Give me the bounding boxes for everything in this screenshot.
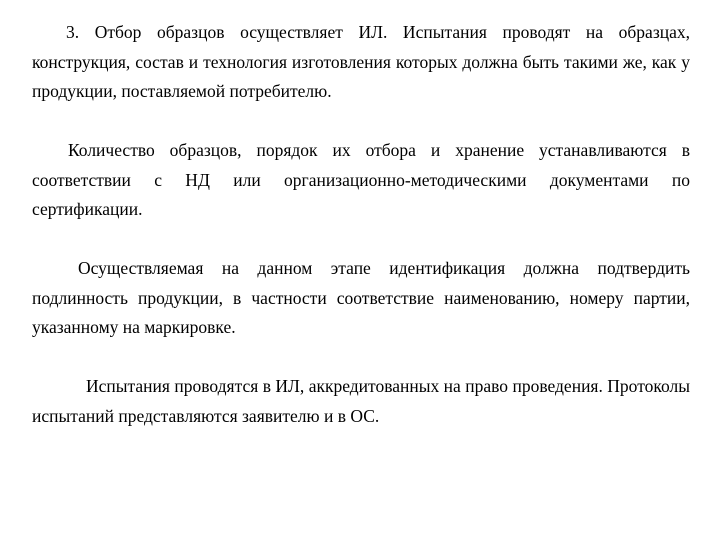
paragraph-sample-quantity: Количество образцов, порядок их отбора и хранение устанавливаются в соответствии с НД или организационно-методическими документами по сертификации. <box>32 140 690 219</box>
paragraph-sample-selection: 3. Отбор образцов осуществляет ИЛ. Испытания проводят на образцах, конструкция, состав и технология изготовления которых должна быть такими же, как у продукции, поставляемой потребителю. <box>32 22 690 101</box>
paragraph-testing-protocols: Испытания проводятся в ИЛ, аккредитованных на право проведения. Протоколы испытаний представляются заявителю и в ОС. <box>32 376 690 426</box>
body-text <box>32 18 690 461</box>
paragraph-identification: Осуществляемая на данном этапе идентификация должна подтвердить подлинность продукции, в частности соответствие наименованию, номеру партии, указанному на маркировке. <box>32 258 690 337</box>
